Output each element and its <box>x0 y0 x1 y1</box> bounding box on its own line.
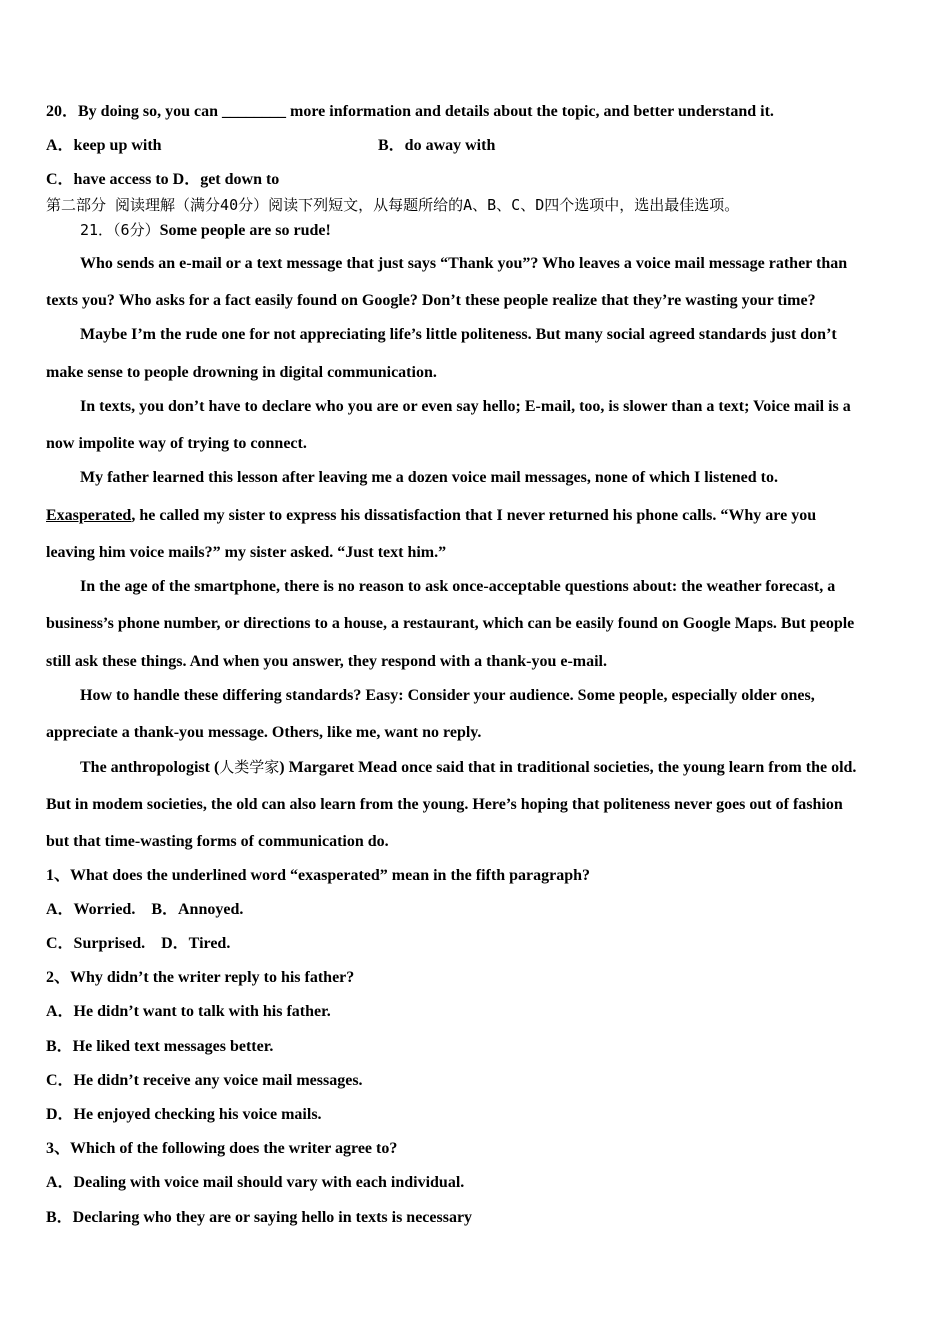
passage-p2-line1: Maybe I’m the rude one for not appreciating life’s little politeness. But many social agreed standards just don’t <box>80 326 837 343</box>
q21-number: 21．（6分） <box>80 221 160 239</box>
passage-p5-line2: business’s phone number, or directions to a house, a restaurant, which can be easily found on Google Maps. But people <box>46 615 855 632</box>
q21-title-line <box>80 220 331 241</box>
passage-p4-line2-rest: , he called my sister to express his dissatisfaction that I never returned his phone calls. “Why are you <box>131 507 817 524</box>
q21-title: Some people are so rude! <box>159 222 331 239</box>
question-3-option-a: A．Dealing with voice mail should vary with each individual. <box>46 1174 465 1191</box>
q20-stem: 20．By doing so, you can ________ more information and details about the topic, and better understand it. <box>46 103 774 120</box>
passage-p1-line1: Who sends an e-mail or a text message that just says “Thank you”? Who leaves a voice mail message rather than <box>80 255 848 272</box>
passage-p7-line2: But in modem societies, the old can also learn from the young. Here’s hoping that politeness never goes out of fashion <box>46 796 843 813</box>
question-2-option-a: A．He didn’t want to talk with his father. <box>46 1003 331 1020</box>
passage-p7-line1 <box>80 757 856 778</box>
passage-p2-line2: make sense to people drowning in digital communication. <box>46 364 437 381</box>
question-2-option-d: D．He enjoyed checking his voice mails. <box>46 1106 322 1123</box>
passage-p7-line1-end: ) Margaret Mead once said that in traditional societies, the young learn from the old. <box>279 759 857 776</box>
question-3-option-b: B．Declaring who they are or saying hello in texts is necessary <box>46 1209 473 1226</box>
passage-p5-line3: still ask these things. And when you answer, they respond with a thank-you e-mail. <box>46 653 607 670</box>
question-1-options-c-d: C．Surprised. D．Tired. <box>46 935 231 952</box>
section-heading: 第二部分 阅读理解（满分40分）阅读下列短文，从每题所给的A、B、C、D四个选项中，选出最佳选项。 <box>46 196 740 214</box>
passage-p4-line2 <box>46 506 816 526</box>
passage-p3-line2: now impolite way of trying to connect. <box>46 435 307 452</box>
passage-p6-line2: appreciate a thank-you message. Others, like me, want no reply. <box>46 724 482 741</box>
passage-p3-line1: In texts, you don’t have to declare who you are or even say hello; E-mail, too, is slower than a text; Voice mail is a <box>80 398 851 415</box>
underlined-word: Exasperated <box>46 507 132 524</box>
q20-option-a: A．keep up with <box>46 137 162 154</box>
q20-options-c-d: C．have access to D．get down to <box>46 171 280 188</box>
passage-p6-line1: How to handle these differing standards? Easy: Consider your audience. Some people, especially older ones, <box>80 687 815 704</box>
passage-p5-line1: In the age of the smartphone, there is no reason to ask once-acceptable questions about: the weather forecast, a <box>80 578 836 595</box>
passage-p4-line1: My father learned this lesson after leaving me a dozen voice mail messages, none of which I listened to. <box>80 469 779 486</box>
question-2-option-b: B．He liked text messages better. <box>46 1038 274 1055</box>
question-2-stem: 2、Why didn’t the writer reply to his father? <box>46 969 355 986</box>
passage-p4-line3: leaving him voice mails?” my sister asked. “Just text him.” <box>46 544 447 561</box>
passage-p1-line2: texts you? Who asks for a fact easily found on Google? Don’t these people realize that they’re wasting your time? <box>46 292 816 309</box>
q20-option-b: B．do away with <box>378 137 496 154</box>
question-1-options-a-b: A．Worried. B．Annoyed. <box>46 901 244 918</box>
question-3-stem: 3、Which of the following does the writer agree to? <box>46 1140 398 1157</box>
passage-p7-line3: but that time-wasting forms of communication do. <box>46 833 389 850</box>
passage-p7-cjk-gloss: 人类学家 <box>219 758 280 776</box>
question-1-stem: 1、What does the underlined word “exasperated” mean in the fifth paragraph? <box>46 867 591 884</box>
passage-p7-line1-start: The anthropologist ( <box>80 759 220 776</box>
question-2-option-c: C．He didn’t receive any voice mail messages. <box>46 1072 363 1089</box>
